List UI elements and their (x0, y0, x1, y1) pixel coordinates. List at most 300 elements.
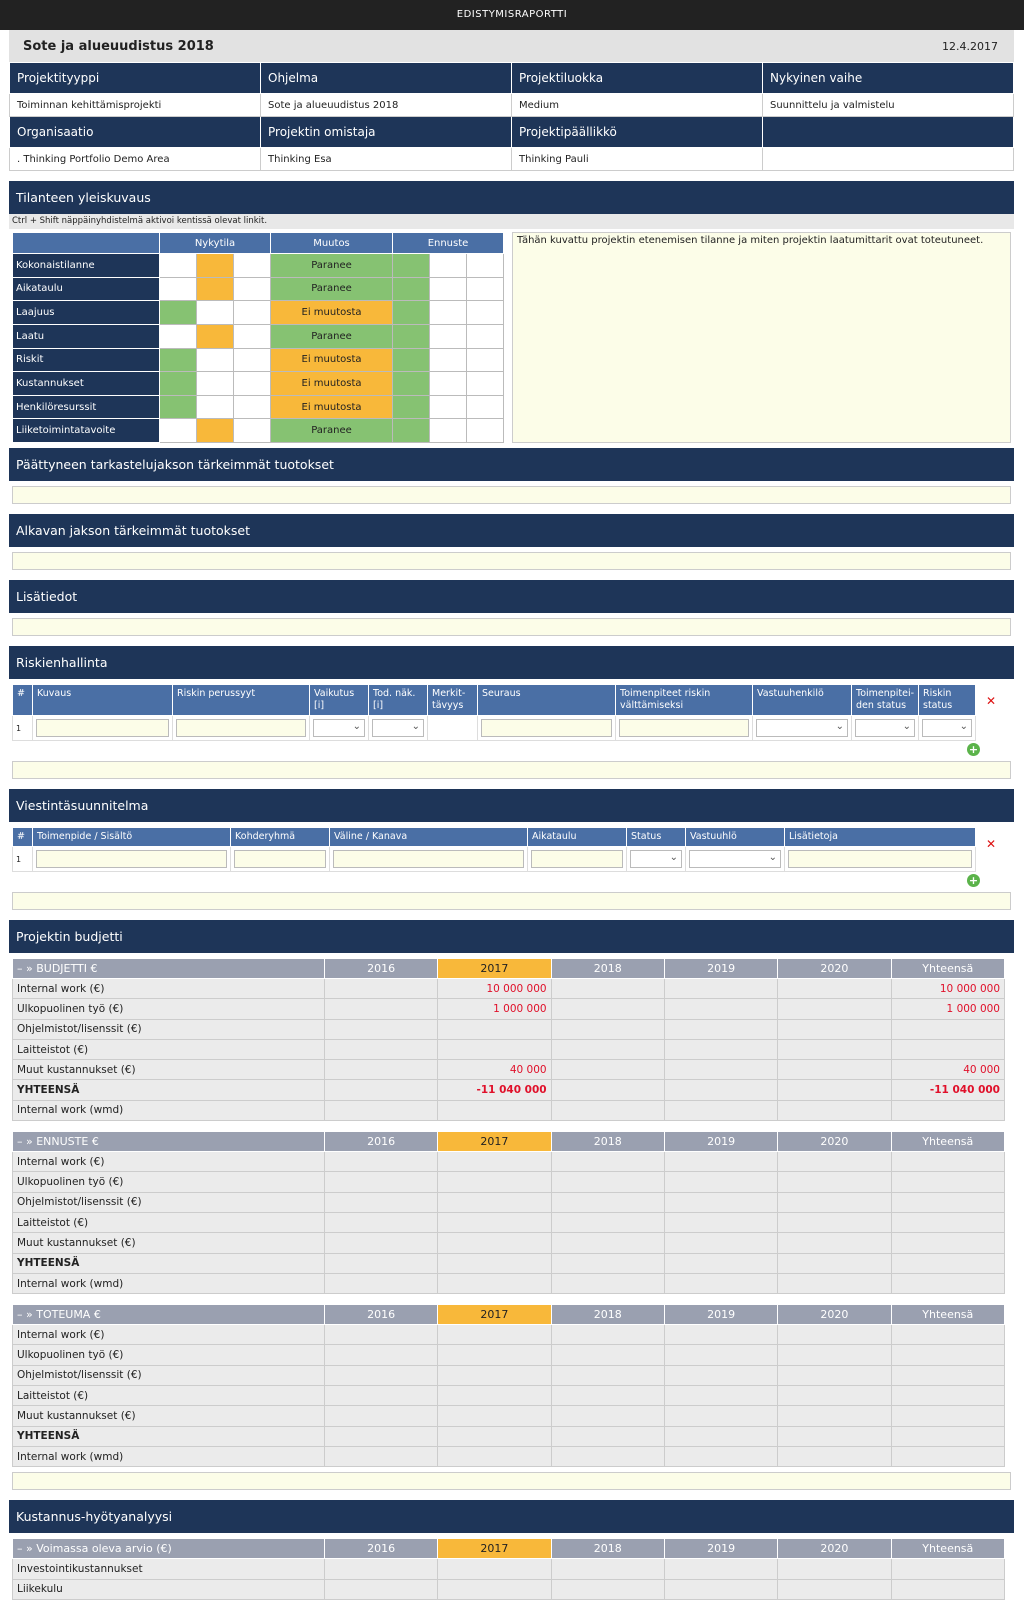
mitigation-input[interactable] (619, 719, 749, 737)
value-cell[interactable] (551, 1253, 664, 1273)
value-cell[interactable] (551, 1406, 664, 1426)
value-cell[interactable]: 10 000 000 (438, 979, 551, 999)
delete-row-icon[interactable]: ✕ (985, 694, 997, 708)
budjetti-row (13, 999, 1005, 1019)
total-cell: 10 000 000 (891, 979, 1004, 999)
info-value: Sote ja alueuudistus 2018 (261, 94, 512, 117)
chevron-down-icon: ⌄ (902, 721, 911, 732)
current-status-cell[interactable] (197, 277, 234, 301)
value-cell[interactable] (778, 1172, 891, 1192)
forecast-status-cell[interactable] (467, 419, 504, 443)
forecast-status-cell[interactable] (430, 277, 467, 301)
forecast-status-cell[interactable] (393, 372, 430, 396)
info-header: Projektiluokka (512, 63, 763, 94)
change-status-cell[interactable]: Ei muutosta (271, 372, 393, 396)
value-cell[interactable] (438, 1406, 551, 1426)
ennuste-row (13, 1212, 1005, 1232)
value-cell[interactable] (664, 1100, 777, 1120)
risk-status-select[interactable] (922, 719, 972, 737)
report-title: Sote ja alueuudistus 2018 (23, 38, 214, 54)
value-cell[interactable] (664, 1386, 777, 1406)
value-cell[interactable] (438, 1192, 551, 1212)
forecast-status-cell[interactable] (467, 254, 504, 278)
total-cell: 40 000 (891, 1060, 1004, 1080)
value-cell[interactable] (664, 999, 777, 1019)
value-cell[interactable] (664, 1345, 777, 1365)
report-header (9, 30, 1014, 62)
chevron-down-icon: ⌄ (835, 721, 844, 732)
row-label: Ulkopuolinen työ (€) (13, 999, 325, 1019)
value-cell[interactable] (551, 979, 664, 999)
forecast-status-cell[interactable] (467, 395, 504, 419)
value-cell[interactable] (551, 1325, 664, 1345)
value-cell[interactable] (438, 1100, 551, 1120)
comm-col: # (13, 828, 33, 847)
value-cell[interactable] (664, 1406, 777, 1426)
info-value: Suunnittelu ja valmistelu (763, 94, 1014, 117)
value-cell[interactable] (664, 1579, 777, 1599)
value-cell[interactable] (664, 1192, 777, 1212)
current-status-cell[interactable] (197, 348, 234, 372)
value-cell[interactable] (778, 1325, 891, 1345)
risk-header: Riskienhallinta (9, 646, 1014, 679)
value-cell[interactable] (324, 1152, 437, 1172)
value-cell[interactable] (438, 1345, 551, 1365)
value-cell[interactable] (438, 1019, 551, 1039)
value-cell[interactable] (324, 1579, 437, 1599)
value-cell[interactable] (438, 1152, 551, 1172)
forecast-status-cell[interactable] (430, 301, 467, 325)
cba-toggle[interactable]: – » Voimassa oleva arvio (€) (13, 1539, 325, 1559)
year-header: 2020 (778, 959, 891, 979)
info-value: Thinking Esa (261, 148, 512, 171)
cba-row (13, 1559, 1005, 1579)
value-cell[interactable] (324, 979, 437, 999)
forecast-status-cell[interactable] (393, 254, 430, 278)
chevron-down-icon: ⌄ (352, 721, 361, 732)
value-cell[interactable] (438, 1365, 551, 1385)
value-cell[interactable] (551, 1080, 664, 1100)
toteuma-toggle[interactable]: – » TOTEUMA € (13, 1305, 325, 1325)
next-period-field[interactable] (12, 552, 1011, 570)
forecast-status-cell[interactable] (430, 419, 467, 443)
current-status-cell[interactable] (160, 324, 197, 348)
value-cell[interactable] (664, 1172, 777, 1192)
status-col-change: Muutos (271, 233, 393, 254)
risk-col: # (13, 685, 33, 716)
value-cell[interactable] (324, 1559, 437, 1579)
total-cell (891, 1345, 1004, 1365)
risk-col: Toimenpiteet riskin välttämiseksi (616, 685, 753, 716)
value-cell[interactable] (778, 1212, 891, 1232)
cba-header: Kustannus-hyötyanalyysi (9, 1500, 1014, 1533)
value-cell[interactable] (664, 1365, 777, 1385)
current-status-cell[interactable] (197, 301, 234, 325)
change-status-cell[interactable]: Ei muutosta (271, 348, 393, 372)
value-cell[interactable] (664, 1325, 777, 1345)
value-cell[interactable] (438, 1039, 551, 1059)
value-cell[interactable]: 1 000 000 (438, 999, 551, 1019)
forecast-status-cell[interactable] (393, 348, 430, 372)
current-status-cell[interactable] (160, 348, 197, 372)
value-cell[interactable] (664, 1273, 777, 1293)
budget-notes-field[interactable] (12, 1472, 1011, 1490)
status-matrix (12, 232, 504, 443)
total-cell (891, 1446, 1004, 1466)
toteuma-row (13, 1426, 1005, 1446)
info-value: . Thinking Portfolio Demo Area (10, 148, 261, 171)
row-label: Internal work (€) (13, 979, 325, 999)
year-header: 2018 (551, 959, 664, 979)
forecast-status-cell[interactable] (467, 301, 504, 325)
value-cell[interactable] (551, 1172, 664, 1192)
ended-period-field[interactable] (12, 486, 1011, 504)
comm-col: Toimenpide / Sisältö (33, 828, 231, 847)
value-cell[interactable] (324, 1060, 437, 1080)
value-cell[interactable] (778, 1060, 891, 1080)
value-cell[interactable] (664, 979, 777, 999)
value-cell[interactable] (664, 1039, 777, 1059)
value-cell[interactable] (551, 1559, 664, 1579)
forecast-status-cell[interactable] (430, 254, 467, 278)
value-cell[interactable] (778, 1253, 891, 1273)
value-cell[interactable] (438, 1559, 551, 1579)
current-status-cell[interactable] (160, 372, 197, 396)
value-cell[interactable] (664, 1060, 777, 1080)
row-label: Ulkopuolinen työ (€) (13, 1172, 325, 1192)
value-cell[interactable] (664, 1080, 777, 1100)
value-cell[interactable] (778, 1365, 891, 1385)
comm-owner-select[interactable] (689, 850, 781, 868)
total-header: Yhteensä (891, 1132, 1004, 1152)
value-cell[interactable] (551, 1446, 664, 1466)
info-header: Projektin omistaja (261, 117, 512, 148)
status-row (13, 254, 504, 278)
budjetti-toggle[interactable]: – » BUDJETTI € (13, 959, 325, 979)
comm-header: Viestintäsuunnitelma (9, 789, 1014, 822)
value-cell[interactable] (778, 1192, 891, 1212)
total-cell (891, 1019, 1004, 1039)
value-cell[interactable] (551, 1273, 664, 1293)
value-cell[interactable] (664, 1233, 777, 1253)
forecast-status-cell[interactable] (393, 324, 430, 348)
probability-select[interactable] (372, 719, 424, 737)
value-cell[interactable] (778, 979, 891, 999)
row-label: Internal work (€) (13, 1325, 325, 1345)
year-header: 2020 (778, 1132, 891, 1152)
row-label: Laitteistot (€) (13, 1212, 325, 1232)
value-cell[interactable] (551, 1212, 664, 1232)
change-status-cell[interactable]: Paranee (271, 419, 393, 443)
cba-table (12, 1538, 1005, 1600)
forecast-status-cell[interactable] (393, 301, 430, 325)
total-cell (891, 1579, 1004, 1599)
value-cell[interactable] (551, 1579, 664, 1599)
current-status-cell[interactable] (160, 419, 197, 443)
total-cell (891, 1253, 1004, 1273)
toteuma-row (13, 1325, 1005, 1345)
forecast-status-cell[interactable] (393, 419, 430, 443)
forecast-status-cell[interactable] (393, 277, 430, 301)
value-cell[interactable] (551, 1019, 664, 1039)
value-cell[interactable] (324, 1325, 437, 1345)
current-status-cell[interactable] (234, 277, 271, 301)
ended-period-header: Päättyneen tarkastelujakson tärkeimmät tuotokset (9, 448, 1014, 481)
value-cell[interactable]: 40 000 (438, 1060, 551, 1080)
current-status-cell[interactable] (160, 254, 197, 278)
value-cell[interactable] (324, 1172, 437, 1192)
risk-col: Vastuuhenkilö (753, 685, 852, 716)
row-label: Muut kustannukset (€) (13, 1406, 325, 1426)
row-label: Internal work (wmd) (13, 1273, 325, 1293)
value-cell[interactable] (778, 1386, 891, 1406)
total-cell (891, 1192, 1004, 1212)
value-cell[interactable] (438, 1426, 551, 1446)
value-cell[interactable] (778, 1345, 891, 1365)
value-cell[interactable] (664, 1212, 777, 1232)
change-status-cell[interactable]: Paranee (271, 324, 393, 348)
ennuste-row (13, 1233, 1005, 1253)
year-header: 2019 (664, 1305, 777, 1325)
budjetti-table (12, 958, 1005, 1121)
current-status-cell[interactable] (234, 324, 271, 348)
impact-select[interactable] (313, 719, 365, 737)
info-value: Medium (512, 94, 763, 117)
current-status-cell[interactable] (234, 395, 271, 419)
value-cell[interactable] (324, 1039, 437, 1059)
value-cell[interactable] (551, 1426, 664, 1446)
value-cell[interactable] (438, 1172, 551, 1192)
row-label: YHTEENSÄ (13, 1080, 325, 1100)
report-date: 12.4.2017 (942, 39, 998, 53)
total-cell (891, 1039, 1004, 1059)
value-cell[interactable] (324, 1080, 437, 1100)
comm-notes-field[interactable] (12, 892, 1011, 910)
row-label: Investointikustannukset (13, 1559, 325, 1579)
value-cell[interactable] (551, 1060, 664, 1080)
channel-input[interactable] (333, 850, 524, 868)
value-cell[interactable] (438, 1212, 551, 1232)
value-cell[interactable] (551, 1345, 664, 1365)
additional-info-field[interactable] (12, 618, 1011, 636)
consequence-input[interactable] (481, 719, 612, 737)
budget-header: Projektin budjetti (9, 920, 1014, 953)
risk-col: Riskin perussyyt (173, 685, 310, 716)
total-cell (891, 1325, 1004, 1345)
value-cell[interactable] (778, 1446, 891, 1466)
value-cell[interactable]: -11 040 000 (438, 1080, 551, 1100)
info-value: Toiminnan kehittämisprojekti (10, 94, 261, 117)
action-content-input[interactable] (36, 850, 227, 868)
value-cell[interactable] (324, 1386, 437, 1406)
value-cell[interactable] (438, 1386, 551, 1406)
value-cell[interactable] (664, 1426, 777, 1446)
value-cell[interactable] (664, 1559, 777, 1579)
value-cell[interactable] (664, 1019, 777, 1039)
value-cell[interactable] (664, 1446, 777, 1466)
forecast-status-cell[interactable] (467, 348, 504, 372)
chevron-down-icon: ⌄ (669, 852, 678, 863)
current-status-cell[interactable] (197, 372, 234, 396)
window-title: EDISTYMISRAPORTTI (0, 0, 1024, 30)
current-status-cell[interactable] (234, 254, 271, 278)
value-cell[interactable] (778, 1019, 891, 1039)
add-row-icon[interactable]: + (968, 743, 979, 756)
row-label: YHTEENSÄ (13, 1426, 325, 1446)
schedule-input[interactable] (531, 850, 623, 868)
row-label: Liikekulu (13, 1579, 325, 1599)
value-cell[interactable] (778, 1152, 891, 1172)
status-section-header: Tilanteen yleiskuvaus (9, 181, 1014, 214)
value-cell[interactable] (551, 1386, 664, 1406)
status-row-label: Riskit (13, 348, 160, 372)
current-status-cell[interactable] (234, 372, 271, 396)
status-col-label (13, 233, 160, 254)
action-status-select[interactable] (855, 719, 915, 737)
current-status-cell[interactable] (234, 419, 271, 443)
value-cell[interactable] (324, 1233, 437, 1253)
comm-status-select[interactable] (630, 850, 682, 868)
risk-description-input[interactable] (36, 719, 169, 737)
toteuma-row (13, 1365, 1005, 1385)
value-cell[interactable] (551, 1192, 664, 1212)
forecast-status-cell[interactable] (467, 277, 504, 301)
value-cell[interactable] (438, 1233, 551, 1253)
risk-notes-field[interactable] (12, 761, 1011, 779)
current-status-cell[interactable] (197, 254, 234, 278)
risk-cause-input[interactable] (176, 719, 306, 737)
value-cell[interactable] (324, 1426, 437, 1446)
add-row-icon[interactable]: + (968, 874, 979, 887)
change-status-cell[interactable]: Paranee (271, 277, 393, 301)
value-cell[interactable] (324, 1365, 437, 1385)
value-cell[interactable] (324, 1192, 437, 1212)
value-cell[interactable] (778, 1039, 891, 1059)
significance-cell (428, 716, 478, 741)
ennuste-toggle[interactable]: – » ENNUSTE € (13, 1132, 325, 1152)
forecast-status-cell[interactable] (467, 372, 504, 396)
info-header: Nykyinen vaihe (763, 63, 1014, 94)
year-header: 2017 (438, 1132, 551, 1152)
forecast-status-cell[interactable] (430, 348, 467, 372)
forecast-status-cell[interactable] (430, 395, 467, 419)
budjetti-row (13, 979, 1005, 999)
forecast-status-cell[interactable] (467, 324, 504, 348)
value-cell[interactable] (551, 1152, 664, 1172)
value-cell[interactable] (438, 1253, 551, 1273)
value-cell[interactable] (778, 1579, 891, 1599)
value-cell[interactable] (778, 1233, 891, 1253)
total-cell: -11 040 000 (891, 1080, 1004, 1100)
current-status-cell[interactable] (160, 277, 197, 301)
value-cell[interactable] (664, 1253, 777, 1273)
value-cell[interactable] (778, 1559, 891, 1579)
owner-select[interactable] (756, 719, 848, 737)
value-cell[interactable] (324, 1446, 437, 1466)
value-cell[interactable] (778, 1080, 891, 1100)
total-header: Yhteensä (891, 1305, 1004, 1325)
delete-row-icon[interactable]: ✕ (985, 837, 997, 851)
value-cell[interactable] (551, 1365, 664, 1385)
total-cell (891, 1100, 1004, 1120)
additional-info-header: Lisätiedot (9, 580, 1014, 613)
value-cell[interactable] (324, 999, 437, 1019)
value-cell[interactable] (324, 1345, 437, 1365)
value-cell[interactable] (778, 1406, 891, 1426)
current-status-cell[interactable] (197, 324, 234, 348)
current-status-cell[interactable] (197, 419, 234, 443)
value-cell[interactable] (664, 1152, 777, 1172)
status-row (13, 348, 504, 372)
row-label: Internal work (wmd) (13, 1446, 325, 1466)
change-status-cell[interactable]: Paranee (271, 254, 393, 278)
value-cell[interactable] (324, 1406, 437, 1426)
value-cell[interactable] (778, 1426, 891, 1446)
status-row-label: Laajuus (13, 301, 160, 325)
value-cell[interactable] (324, 1212, 437, 1232)
value-cell[interactable] (438, 1446, 551, 1466)
current-status-cell[interactable] (234, 348, 271, 372)
change-status-cell[interactable]: Ei muutosta (271, 301, 393, 325)
change-status-cell[interactable]: Ei muutosta (271, 395, 393, 419)
value-cell[interactable] (324, 1100, 437, 1120)
value-cell[interactable] (778, 1273, 891, 1293)
current-status-cell[interactable] (197, 395, 234, 419)
value-cell[interactable] (324, 1253, 437, 1273)
value-cell[interactable] (438, 1273, 551, 1293)
value-cell[interactable] (551, 999, 664, 1019)
row-label: Internal work (wmd) (13, 1100, 325, 1120)
comm-col: Lisätietoja (785, 828, 976, 847)
risk-col: Tod. näk. [i] (369, 685, 428, 716)
info-value (763, 148, 1014, 171)
year-header: 2018 (551, 1305, 664, 1325)
year-header: 2020 (778, 1305, 891, 1325)
current-status-cell[interactable] (160, 395, 197, 419)
value-cell[interactable] (551, 1100, 664, 1120)
row-label: Laitteistot (€) (13, 1386, 325, 1406)
forecast-status-cell[interactable] (430, 324, 467, 348)
year-header: 2018 (551, 1132, 664, 1152)
status-note[interactable]: Tähän kuvattu projektin etenemisen tilanne ja miten projektin laatumittarit ovat toteutuneet. (512, 232, 1011, 443)
status-row-label: Kokonaistilanne (13, 254, 160, 278)
value-cell[interactable] (778, 1100, 891, 1120)
status-row-label: Laatu (13, 324, 160, 348)
row-label: Muut kustannukset (€) (13, 1060, 325, 1080)
current-status-cell[interactable] (160, 301, 197, 325)
value-cell[interactable] (551, 1233, 664, 1253)
info-header: Ohjelma (261, 63, 512, 94)
forecast-status-cell[interactable] (393, 395, 430, 419)
value-cell[interactable] (324, 1019, 437, 1039)
total-header: Yhteensä (891, 959, 1004, 979)
value-cell[interactable] (551, 1039, 664, 1059)
target-group-input[interactable] (234, 850, 326, 868)
current-status-cell[interactable] (234, 301, 271, 325)
value-cell[interactable] (438, 1579, 551, 1599)
forecast-status-cell[interactable] (430, 372, 467, 396)
value-cell[interactable] (438, 1325, 551, 1345)
info-header (763, 117, 1014, 148)
value-cell[interactable] (324, 1273, 437, 1293)
total-cell (891, 1212, 1004, 1232)
year-header: 2019 (664, 1539, 777, 1559)
comm-notes-input[interactable] (788, 850, 972, 868)
value-cell[interactable] (778, 999, 891, 1019)
risk-row-index: 1 (13, 716, 33, 741)
row-label: Ohjelmistot/lisenssit (€) (13, 1019, 325, 1039)
ennuste-row (13, 1152, 1005, 1172)
